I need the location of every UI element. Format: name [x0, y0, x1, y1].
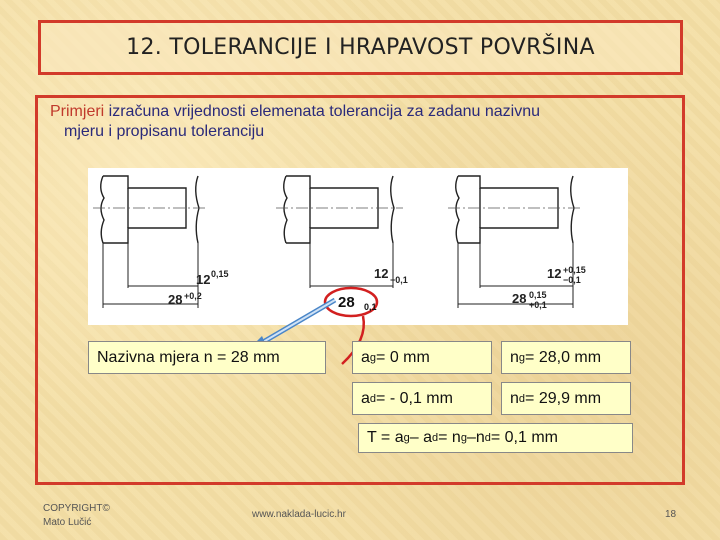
subtitle-line2: mjeru i propisanu toleranciju — [64, 123, 265, 140]
slide-title: 12. TOLERANCIJE I HRAPAVOST POVRŠINA — [38, 20, 683, 75]
drawing1-dim-28: 28 — [168, 292, 183, 307]
drawing1-dim-12: 12 — [196, 272, 211, 287]
drawing3-tol-upper: +0,15 — [563, 265, 586, 275]
footer-copyright: COPYRIGHT© Mato Lučić — [43, 503, 110, 528]
drawing3-dim-28: 28 — [512, 291, 527, 306]
drawing1-tol-28: +0,2 — [184, 291, 202, 301]
callout-value: 28 — [338, 294, 355, 311]
footer-url: www.naklada-lucic.hr — [252, 509, 346, 520]
nazivna-mjera-box: Nazivna mjera n = 28 mm — [88, 341, 326, 374]
subtitle-highlight: Primjeri — [50, 103, 105, 120]
drawing2-dim-12: 12 — [374, 266, 389, 281]
blue-arrow-inner — [258, 300, 335, 345]
drawing1-tol-12: 0,15 — [211, 269, 229, 279]
callout-tol: 0,1 — [364, 302, 377, 312]
page-number: 18 — [665, 509, 677, 520]
drawing3-tol2-upper: 0,15 — [529, 290, 547, 300]
drawing3-dim-12: 12 — [547, 266, 562, 281]
tolerance-formula-box: T = a g – a d = n g –n d = 0,1 mm — [358, 423, 633, 453]
nd-box: n d = 29,9 mm — [501, 382, 631, 415]
drawing3-tol2-lower: +0,1 — [529, 300, 547, 310]
ad-box: a d = - 0,1 mm — [352, 382, 492, 415]
ng-box: n g = 28,0 mm — [501, 341, 631, 374]
drawing2-tol-12: −0,1 — [390, 275, 408, 285]
subtitle-line1: izračuna vrijednosti elemenata tolerancija za zadanu nazivnu — [104, 103, 541, 120]
ag-box: a g = 0 mm — [352, 341, 492, 374]
drawing3-tol-lower: −0,1 — [563, 275, 581, 285]
